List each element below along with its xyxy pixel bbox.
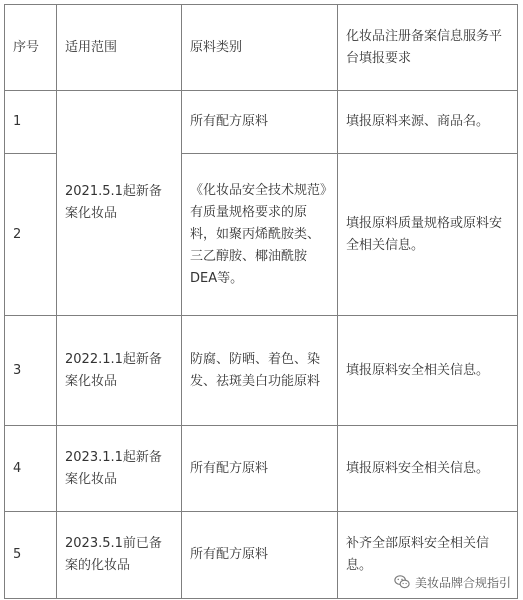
row-scope: 2023.1.1起新备案化妆品 [57, 426, 182, 512]
header-no: 序号 [5, 5, 57, 91]
row-requirement: 填报原料安全相关信息。 [338, 316, 518, 426]
requirements-table [4, 4, 518, 599]
header-requirement: 化妆品注册备案信息服务平台填报要求 [338, 5, 518, 91]
row-no: 2 [5, 154, 57, 316]
row-no: 3 [5, 316, 57, 426]
row-category: 所有配方原料 [182, 91, 338, 154]
row-category: 所有配方原料 [182, 512, 338, 599]
table-row [5, 426, 518, 512]
row-requirement: 填报原料安全相关信息。 [338, 426, 518, 512]
row-requirement: 补齐全部原料安全相关信息。 [338, 512, 518, 599]
row-no: 5 [5, 512, 57, 599]
row-no: 1 [5, 91, 57, 154]
row-category: 所有配方原料 [182, 426, 338, 512]
row-category: 《化妆品安全技术规范》有质量规格要求的原料，如聚丙烯酰胺类、三乙醇胺、椰油酰胺DEA等。 [182, 154, 338, 316]
watermark [391, 572, 513, 592]
header-scope: 适用范围 [57, 5, 182, 91]
row-no: 4 [5, 426, 57, 512]
row-category: 防腐、防晒、着色、染发、祛斑美白功能原料 [182, 316, 338, 426]
row-scope: 2022.1.1起新备案化妆品 [57, 316, 182, 426]
table-row [5, 91, 518, 154]
wechat-icon [393, 573, 411, 591]
table-row [5, 316, 518, 426]
row-scope: 2021.5.1起新备案化妆品 [57, 91, 182, 316]
table-header-row [5, 5, 518, 91]
row-requirement: 填报原料来源、商品名。 [338, 91, 518, 154]
row-scope: 2023.5.1前已备案的化妆品 [57, 512, 182, 599]
row-requirement: 填报原料质量规格或原料安全相关信息。 [338, 154, 518, 316]
header-category: 原料类别 [182, 5, 338, 91]
watermark-text: 美妆品牌合规指引 [414, 575, 511, 590]
